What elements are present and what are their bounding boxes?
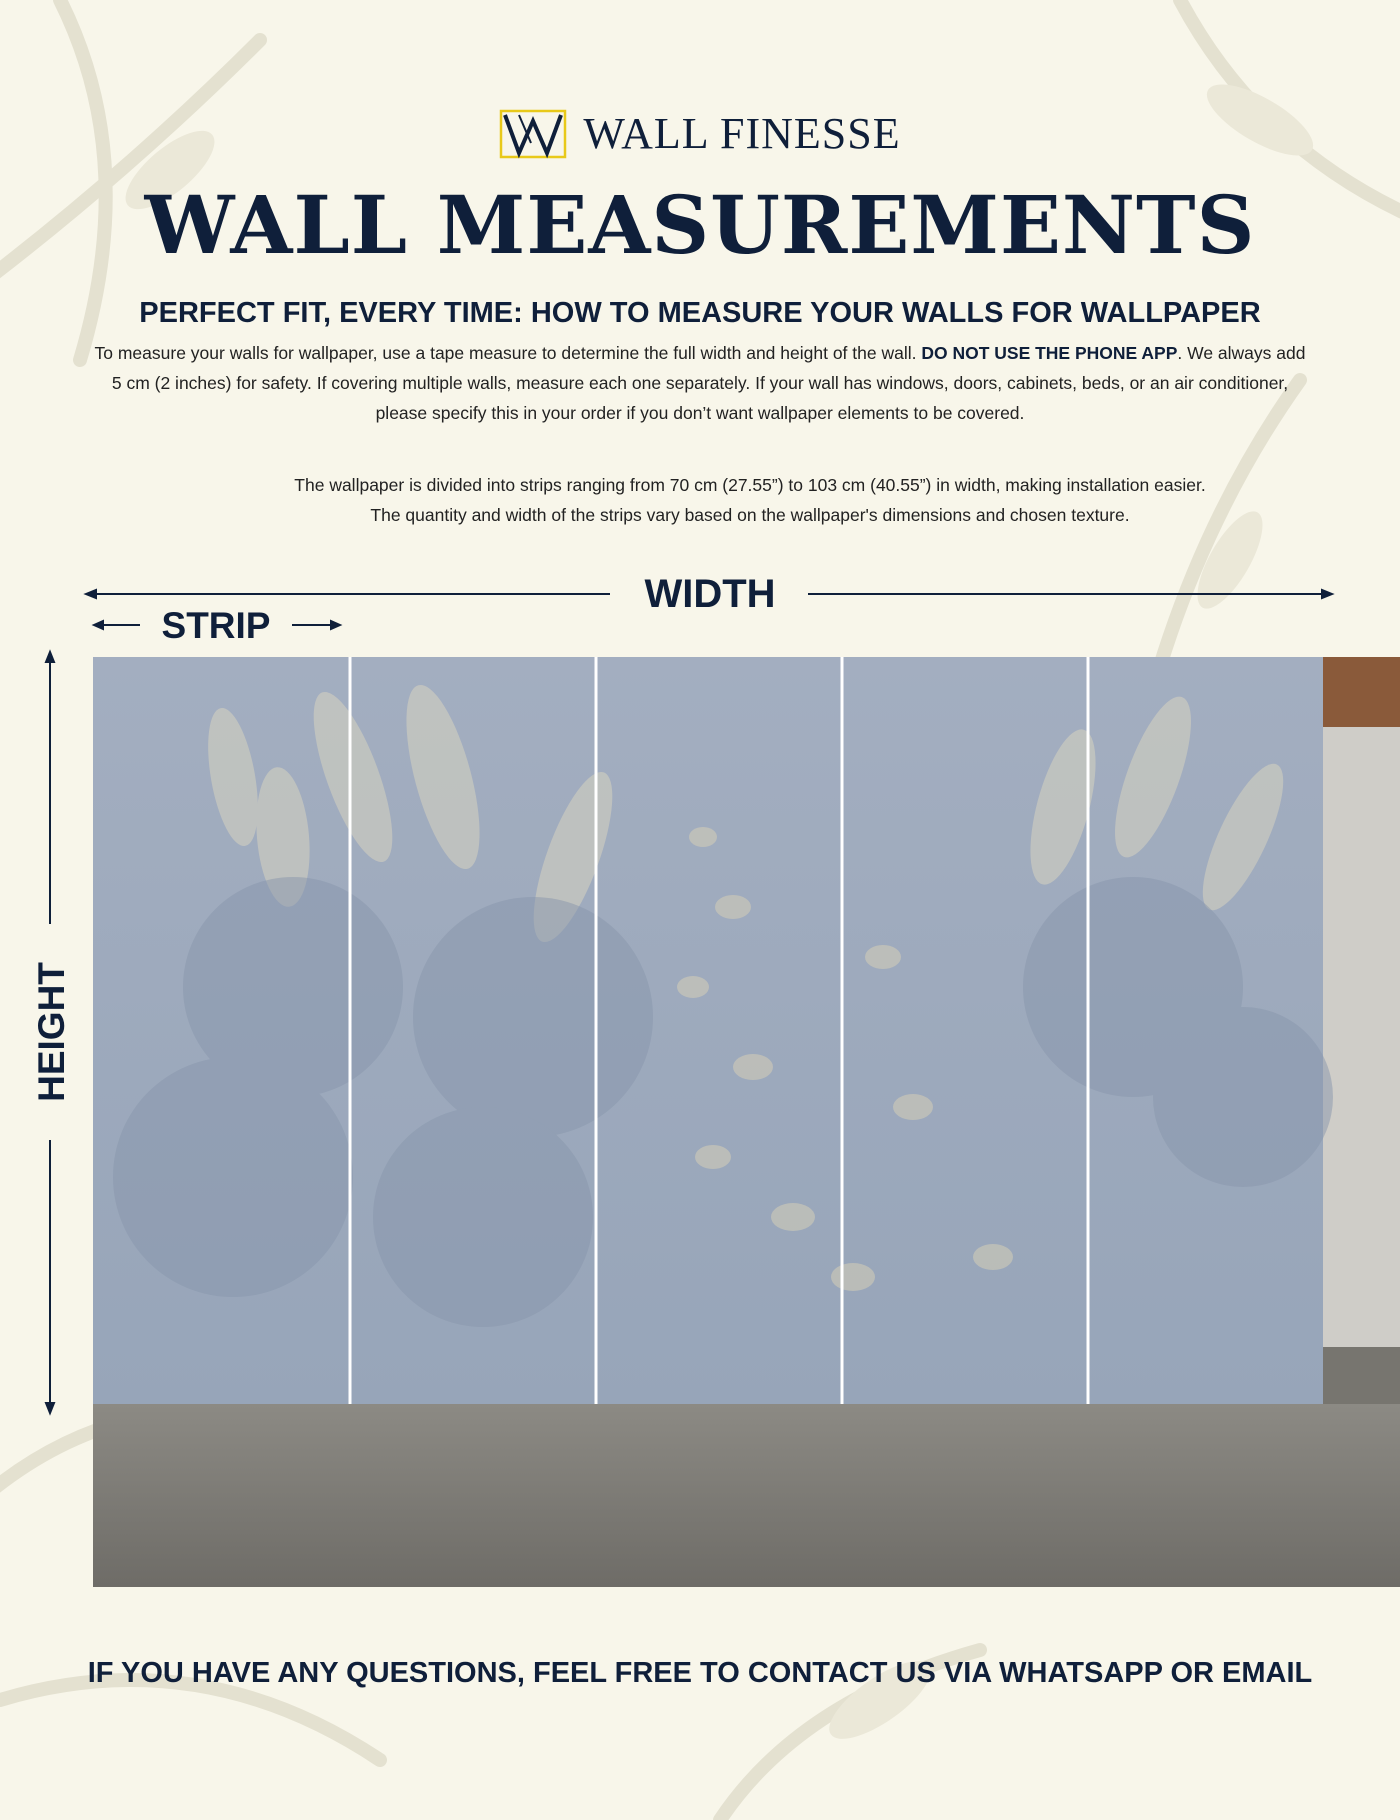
page-subtitle: PERFECT FIT, EVERY TIME: HOW TO MEASURE YOUR WALLS FOR WALLPAPER: [139, 297, 1261, 329]
brand-name: WALL FINESSE: [583, 109, 901, 158]
side-floor: [1323, 1347, 1400, 1404]
page-title: WALL MEASUREMENTS: [144, 178, 1256, 272]
wall-illustration: [93, 657, 1400, 1587]
contact-footer: IF YOU HAVE ANY QUESTIONS, FEEL FREE TO CONTACT US VIA WHATSAPP OR EMAIL: [87, 1657, 1313, 1689]
strip-label: STRIP: [161, 605, 271, 646]
intro-text-part1: To measure your walls for wallpaper, use a tape measure to determine the full width and height of the wall.: [94, 343, 922, 363]
wood-beam: [1323, 657, 1400, 727]
width-label: WIDTH: [644, 572, 776, 616]
side-wall: [1323, 727, 1400, 1347]
logo-monogram-icon: [499, 109, 567, 159]
intro-text-part2: . We always add 5 cm (2 inches) for safety. If covering multiple walls, measure each one separately. If your wall has windows, doors, cabinets, beds, or an air conditioner, please specify this in your order if you don’t want wallpaper elements to be covered.: [111, 343, 1306, 423]
strip-info-paragraph: [200, 470, 1300, 530]
height-label: HEIGHT: [31, 962, 72, 1102]
strip-info-line-2: The quantity and width of the strips vary based on the wallpaper's dimensions and chosen texture.: [370, 505, 1130, 525]
intro-paragraph: [90, 338, 1310, 428]
brand-logo: [0, 108, 1400, 159]
phone-app-warning: DO NOT USE THE PHONE APP: [921, 343, 1178, 363]
floor: [93, 1404, 1400, 1587]
strip-info-line-1: The wallpaper is divided into strips ranging from 70 cm (27.55”) to 103 cm (40.55”) in width, making installation easier.: [294, 475, 1206, 495]
